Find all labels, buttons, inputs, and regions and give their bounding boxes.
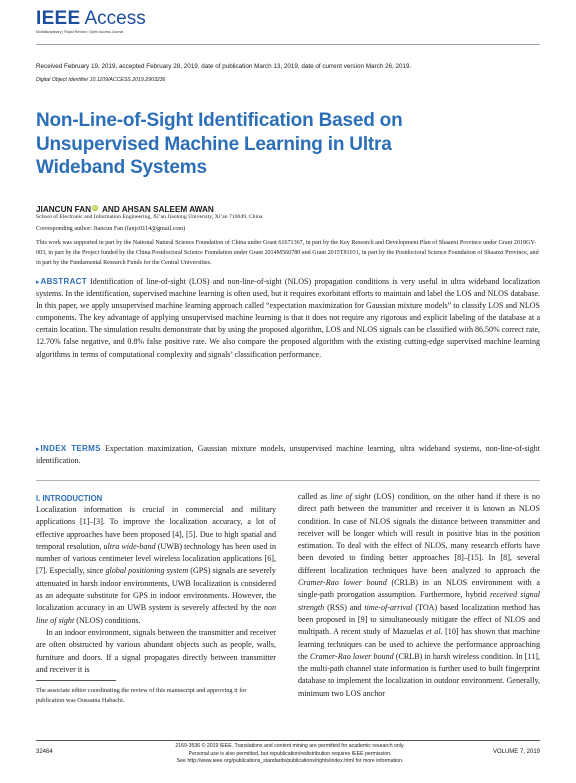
index-terms <box>36 443 540 467</box>
abstract-text: Identification of line-of-sight (LOS) and non-line-of-sight (NLOS) propagation conditions is very useful in ultra wideband localization systems. In the identification, supervised machine learning is often used, but it requires exorbitant efforts to maintain and label the LOS and NLOS database. In this paper, we apply unsupervised machine learning approach called “expectation maximization for Gaussian mixture models” to classify LOS and NLOS components. The key advantage of applying unsupervised machine learning is that it does not require any rigorous and explicit labeling of the database at a certain location. The simulation results demonstrate that by using the proposed algorithm, LOS and NLOS signals can be classified with 86.50% correct rate, 12.70% false negative, and 0.8% false positive rate. We also compare the proposed algorithm with the existing cutting-edge supervised machine learning algorithms in terms of computational complexity and signals’ classification performance. <box>36 277 541 359</box>
emphasized-term: ultra wide-band <box>103 541 156 551</box>
index-terms-text: Expectation maximization, Gaussian mixture models, unsupervised machine learning, ultra wideband systems, non-line-of-sight identification. <box>36 444 540 466</box>
received-dates: Received February 19, 2019, accepted February 28, 2019, date of publication March 13, 2019, date of current version March 26, 2019. <box>36 63 412 70</box>
text-run: (TOA) based localization method has been proposed in [9] to simultaneously mitigate the effect of NLOS and multipath. A recent study of Mazuelas <box>298 602 540 637</box>
text-run: (GPS) signals are severely attenuated in harsh indoor environments, UWB localization is considered as an adequate substitute for GPS in indoor environments. However, the localization accuracy in an UWB system is severely affected by the <box>36 566 276 613</box>
section-heading: I. INTRODUCTION <box>36 494 103 503</box>
license-notice <box>130 743 450 766</box>
emphasized-term: time-of-arrival <box>364 602 413 612</box>
journal-logo <box>36 8 146 30</box>
footer-divider <box>36 740 540 741</box>
orcid-icon[interactable]: iD <box>93 205 98 210</box>
paper-title: Non-Line-of-Sight Identification Based on Unsupervised Machine Learning in Ultra Wideband Systems <box>36 110 403 178</box>
author-name: JIANCUN FAN <box>36 205 92 214</box>
volume-info: VOLUME 7, 2019 <box>492 749 540 755</box>
footnote: The associate editor coordinating the review of this manuscript and approving it for publication was Oussama Habachi. <box>36 687 247 704</box>
license-line: 2169-3536 © 2019 IEEE. Translations and content mining are permitted for academic research only. <box>175 743 405 749</box>
header-divider <box>36 44 540 45</box>
triangle-icon: ▸ <box>36 445 40 453</box>
emphasized-term: global positioning system <box>105 566 189 576</box>
funding-statement: This work was supported in part by the National Natural Science Foundation of China under Grant 61671367, in part by the Key Research and Development Plan of Shaanxi Province under Grant 2018GY-003, in part by the Project funded by the China Postdoctoral Science Foundation under Grant 2014M560780 and Grant 2015T81031, in part by the Postdoctoral Science Foundation of Shaanxi Province, and in part by the Fundamental Research Funds for the Central Universities. <box>36 240 539 266</box>
page-number: 32464 <box>36 749 53 755</box>
logo-access: Access <box>84 8 146 29</box>
text-run: (CRLB) in harsh wireless condition. In [11], the multi-path channel state information is further used to built fingerprint database to implement the localization in outdoor environment. Generally, minimum two LOS anchor <box>298 651 540 698</box>
emphasized-term: et al. <box>425 627 443 637</box>
paragraph: In an indoor environment, signals between the transmitter and receiver are often obstructed by various abundant objects such as people, walls, furniture and doors. If a signal propagates directly between transmitter and receiver it is <box>36 627 276 674</box>
paragraph <box>298 491 540 700</box>
body-column-right <box>298 491 540 700</box>
paragraph <box>36 504 276 627</box>
text-run: called as <box>298 492 331 501</box>
text-run: (UWB) technology has been used in number of various centimeter level wireless localization applications [6], [7]. Especially, since <box>36 541 276 576</box>
affiliation: School of Electronic and Information Engineering, Xi’an Jiaotong University, Xi’an 710049, China <box>36 214 263 220</box>
text-run: (CRLB) in an NLOS environment with a single-path prorogation assumption. Furthermore, hybrid <box>298 578 540 600</box>
footnote-divider <box>36 680 116 681</box>
index-terms-label: INDEX TERMS <box>40 444 101 453</box>
emphasized-term: line of sight <box>330 492 371 501</box>
author-name: AHSAN SALEEM AWAN <box>121 205 214 214</box>
emphasized-term: Cramer-Rao lower bound <box>310 651 394 661</box>
logo-ieee: IEEE <box>36 8 81 29</box>
emphasized-term: received signal strength <box>298 590 540 612</box>
triangle-icon: ▸ <box>36 278 40 286</box>
abstract-label: ABSTRACT <box>40 277 87 286</box>
license-line: See http://www.ieee.org/publications_standards/publications/rights/index.html for more information. <box>176 758 404 765</box>
body-column-left <box>36 504 276 676</box>
logo-tagline: Multidisciplinary | Rapid Review | Open Access Journal <box>36 30 124 34</box>
author-list <box>36 205 214 214</box>
doi: Digital Object Identifier 10.1109/ACCESS.2019.2903236 <box>36 77 166 83</box>
text-run: (RSS) and <box>324 602 365 612</box>
text-run: [10] has shown that machine learning techniques can be used to achieve the performance approaching the <box>298 627 541 661</box>
emphasized-term: non line of sight <box>36 603 276 625</box>
corresponding-author: Corresponding author: Jiancun Fan (fanjc0114@gmail.com) <box>36 225 186 232</box>
author-connector: AND <box>100 205 122 214</box>
text-run: (NLOS) conditions. <box>74 615 141 625</box>
license-line: Personal use is also permitted, but republication/redistribution requires IEEE permission. <box>188 750 392 757</box>
text-run: (LOS) condition, on the other hand if there is no direct path between the transmitter and receiver it is known as NLOS condition. In case of NLOS signals the distance between transmitter and receiver will be longer which will result in positive bias in the position estimation. To deal with the effect of NLOS, many research efforts have been devoted to finding better approaches [8]–[15]. In [8], several different localization techniques have been analyzed to approach the <box>298 492 540 575</box>
emphasized-term: Cramer-Rao lower bound <box>298 578 387 588</box>
abstract <box>36 276 540 361</box>
section-divider <box>36 480 540 481</box>
text-run: Localization information is crucial in commercial and military applications [1]–[3]. To improve the localization accuracy, a lot of effective approaches have been proposed [4], [5]. Due to high spatial and temporal resolution, <box>36 505 276 551</box>
